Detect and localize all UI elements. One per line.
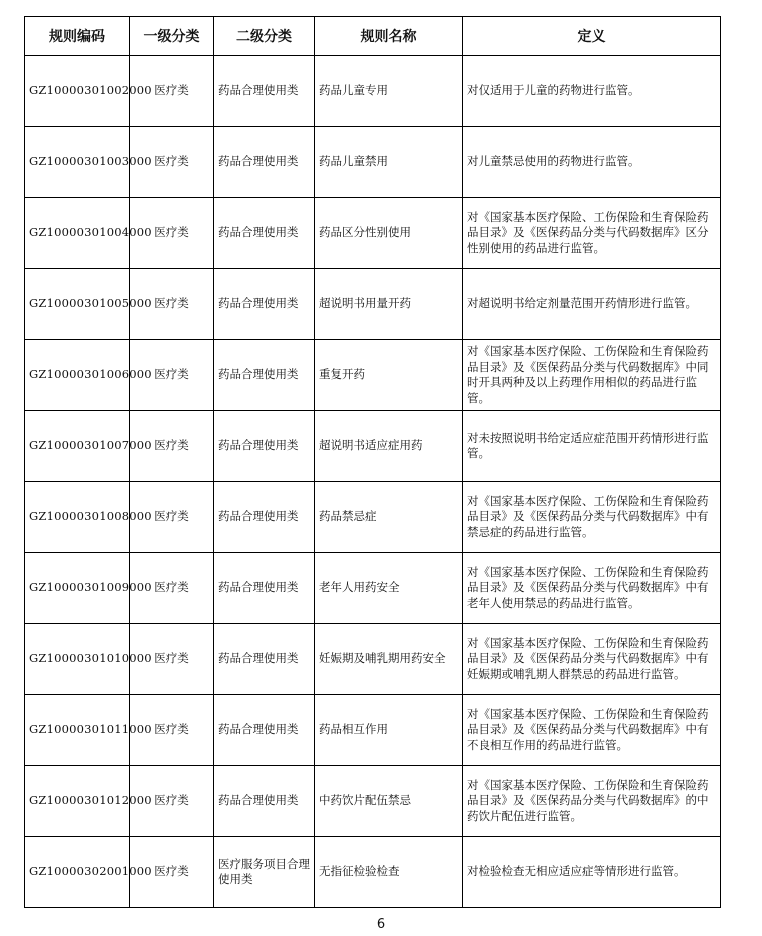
definition-cell: 对《国家基本医疗保险、工伤保险和生育保险药品目录》及《医保药品分类与代码数据库》中有不良相互作用的药品进行监管。	[463, 695, 721, 766]
level1-cell: 医疗类	[130, 198, 214, 269]
definition-cell: 对《国家基本医疗保险、工伤保险和生育保险药品目录》及《医保药品分类与代码数据库》区分性别使用的药品进行监管。	[463, 198, 721, 269]
rule-code-cell: GZ10000301005000	[25, 269, 130, 340]
header-rule-code: 规则编码	[25, 17, 130, 56]
header-level1-category: 一级分类	[130, 17, 214, 56]
table-row	[25, 411, 721, 482]
level2-cell: 药品合理使用类	[214, 127, 315, 198]
level2-cell: 药品合理使用类	[214, 624, 315, 695]
rule-name-cell: 药品相互作用	[315, 695, 463, 766]
rule-code-cell: GZ10000302001000	[25, 837, 130, 908]
level2-cell: 药品合理使用类	[214, 766, 315, 837]
rule-name-cell: 药品禁忌症	[315, 482, 463, 553]
rule-name-cell: 中药饮片配伍禁忌	[315, 766, 463, 837]
table-row	[25, 766, 721, 837]
table-row	[25, 269, 721, 340]
rule-name-cell: 老年人用药安全	[315, 553, 463, 624]
table-row	[25, 56, 721, 127]
table-row	[25, 624, 721, 695]
table-row	[25, 198, 721, 269]
table-row	[25, 695, 721, 766]
level2-cell: 药品合理使用类	[214, 411, 315, 482]
level2-cell: 药品合理使用类	[214, 553, 315, 624]
definition-cell: 对《国家基本医疗保险、工伤保险和生育保险药品目录》及《医保药品分类与代码数据库》中有禁忌症的药品进行监管。	[463, 482, 721, 553]
definition-cell: 对超说明书给定剂量范围开药情形进行监管。	[463, 269, 721, 340]
level1-cell: 医疗类	[130, 766, 214, 837]
level1-cell: 医疗类	[130, 695, 214, 766]
level2-cell: 药品合理使用类	[214, 482, 315, 553]
table-header	[25, 17, 721, 56]
page-number: 6	[376, 917, 386, 932]
level2-cell: 药品合理使用类	[214, 695, 315, 766]
rule-code-cell: GZ10000301008000	[25, 482, 130, 553]
definition-cell: 对未按照说明书给定适应症范围开药情形进行监管。	[463, 411, 721, 482]
table-row	[25, 482, 721, 553]
header-rule-name: 规则名称	[315, 17, 463, 56]
rule-name-cell: 重复开药	[315, 340, 463, 411]
rule-name-cell: 超说明书适应症用药	[315, 411, 463, 482]
rule-code-cell: GZ10000301006000	[25, 340, 130, 411]
rule-code-cell: GZ10000301004000	[25, 198, 130, 269]
table-row	[25, 837, 721, 908]
level1-cell: 医疗类	[130, 269, 214, 340]
definition-cell: 对《国家基本医疗保险、工伤保险和生育保险药品目录》及《医保药品分类与代码数据库》中有老年人使用禁忌的药品进行监管。	[463, 553, 721, 624]
level2-cell: 药品合理使用类	[214, 198, 315, 269]
rule-code-cell: GZ10000301010000	[25, 624, 130, 695]
definition-cell: 对《国家基本医疗保险、工伤保险和生育保险药品目录》及《医保药品分类与代码数据库》中同时开具两种及以上药理作用相似的药品进行监管。	[463, 340, 721, 411]
level1-cell: 医疗类	[130, 411, 214, 482]
rule-name-cell: 药品区分性别使用	[315, 198, 463, 269]
level1-cell: 医疗类	[130, 340, 214, 411]
definition-cell: 对检验检查无相应适应症等情形进行监管。	[463, 837, 721, 908]
level1-cell: 医疗类	[130, 553, 214, 624]
rule-name-cell: 药品儿童专用	[315, 56, 463, 127]
table-body	[25, 56, 721, 908]
rules-table	[24, 16, 721, 908]
level1-cell: 医疗类	[130, 56, 214, 127]
definition-cell: 对《国家基本医疗保险、工伤保险和生育保险药品目录》及《医保药品分类与代码数据库》中有妊娠期或哺乳期人群禁忌的药品进行监管。	[463, 624, 721, 695]
table-row	[25, 127, 721, 198]
level2-cell: 药品合理使用类	[214, 56, 315, 127]
rule-name-cell: 药品儿童禁用	[315, 127, 463, 198]
level2-cell: 医疗服务项目合理使用类	[214, 837, 315, 908]
level1-cell: 医疗类	[130, 482, 214, 553]
header-row	[25, 17, 721, 56]
rule-code-cell: GZ10000301012000	[25, 766, 130, 837]
definition-cell: 对仅适用于儿童的药物进行监管。	[463, 56, 721, 127]
rule-name-cell: 超说明书用量开药	[315, 269, 463, 340]
rule-code-cell: GZ10000301002000	[25, 56, 130, 127]
rule-code-cell: GZ10000301003000	[25, 127, 130, 198]
level1-cell: 医疗类	[130, 127, 214, 198]
header-definition: 定义	[463, 17, 721, 56]
rule-name-cell: 无指征检验检查	[315, 837, 463, 908]
rule-name-cell: 妊娠期及哺乳期用药安全	[315, 624, 463, 695]
definition-cell: 对儿童禁忌使用的药物进行监管。	[463, 127, 721, 198]
rule-code-cell: GZ10000301009000	[25, 553, 130, 624]
table-row	[25, 340, 721, 411]
table-row	[25, 553, 721, 624]
level1-cell: 医疗类	[130, 837, 214, 908]
header-level2-category: 二级分类	[214, 17, 315, 56]
rule-code-cell: GZ10000301007000	[25, 411, 130, 482]
level1-cell: 医疗类	[130, 624, 214, 695]
level2-cell: 药品合理使用类	[214, 340, 315, 411]
definition-cell: 对《国家基本医疗保险、工伤保险和生育保险药品目录》及《医保药品分类与代码数据库》的中药饮片配伍进行监管。	[463, 766, 721, 837]
rule-code-cell: GZ10000301011000	[25, 695, 130, 766]
level2-cell: 药品合理使用类	[214, 269, 315, 340]
